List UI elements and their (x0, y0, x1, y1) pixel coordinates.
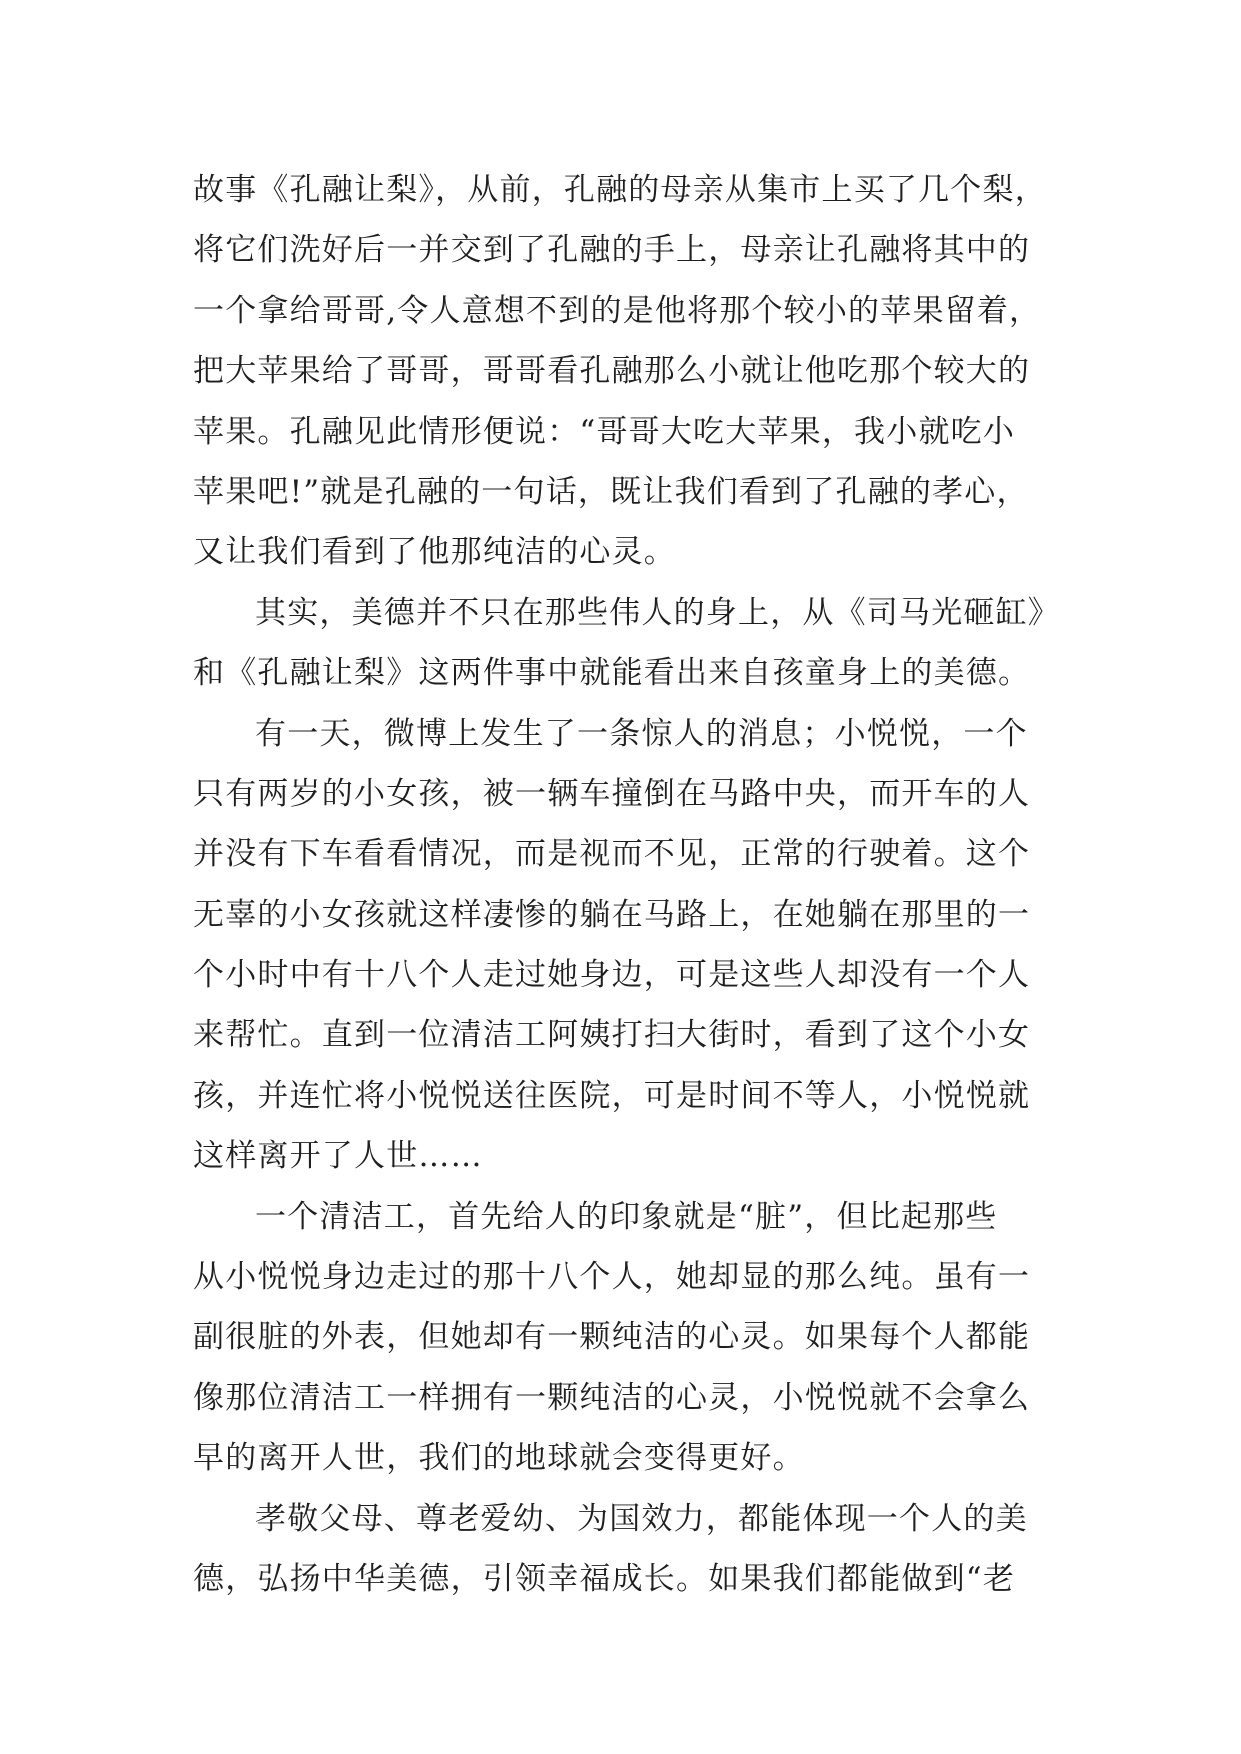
text-line: 个小时中有十八个人走过她身边，可是这些人却没有一个人 (193, 957, 1031, 994)
text-line: 孝敬父母、尊老爱幼、为国效力，都能体现一个人的美 (255, 1500, 1028, 1537)
text-line: 德，弘扬中华美德，引领幸福成长。如果我们都能做到“老 (193, 1560, 1016, 1597)
text-line: 将它们洗好后一并交到了孔融的手上，母亲让孔融将其中的 (193, 232, 1031, 269)
text-line: 其实，美德并不只在那些伟人的身上，从《司马光砸缸》 (255, 594, 1060, 631)
text-line: 一个拿给哥哥,令人意想不到的是他将那个较小的苹果留着， (193, 292, 1042, 329)
text-line: 像那位清洁工一样拥有一颗纯洁的心灵，小悦悦就不会拿么 (193, 1379, 1031, 1416)
text-line: 从小悦悦身边走过的那十八个人，她却显的那么纯。虽有一 (193, 1259, 1031, 1296)
text-line: 把大苹果给了哥哥，哥哥看孔融那么小就让他吃那个较大的 (193, 353, 1031, 390)
text-line: 和《孔融让梨》这两件事中就能看出来自孩童身上的美德。 (193, 655, 1031, 692)
text-line: 孩，并连忙将小悦悦送往医院，可是时间不等人，小悦悦就 (193, 1077, 1031, 1114)
text-line: 有一天，微博上发生了一条惊人的消息；小悦悦，一个 (255, 715, 1028, 752)
text-line: 一个清洁工，首先给人的印象就是“脏”，但比起那些 (255, 1198, 998, 1235)
text-line: 副很脏的外表，但她却有一颗纯洁的心灵。如果每个人都能 (193, 1319, 1031, 1356)
text-line: 并没有下车看看情况，而是视而不见，正常的行驶着。这个 (193, 836, 1031, 873)
text-line: 只有两岁的小女孩，被一辆车撞倒在马路中央，而开车的人 (193, 775, 1031, 812)
text-line: 来帮忙。直到一位清洁工阿姨打扫大街时，看到了这个小女 (193, 1017, 1031, 1054)
text-line: 苹果吧!”就是孔融的一句话，既让我们看到了孔融的孝心， (193, 473, 1029, 510)
text-line: 苹果。孔融见此情形便说：“哥哥大吃大苹果，我小就吃小 (193, 413, 1016, 450)
text-line: 故事《孔融让梨》，从前，孔融的母亲从集市上买了几个梨， (193, 172, 1047, 208)
text-line: 早的离开人世，我们的地球就会变得更好。 (193, 1440, 805, 1477)
body-text (193, 160, 1073, 1609)
text-line: 无辜的小女孩就这样凄惨的躺在马路上，在她躺在那里的一 (193, 896, 1031, 933)
text-line: 这样离开了人世…… (193, 1138, 483, 1175)
text-line: 又让我们看到了他那纯洁的心灵。 (193, 534, 676, 571)
